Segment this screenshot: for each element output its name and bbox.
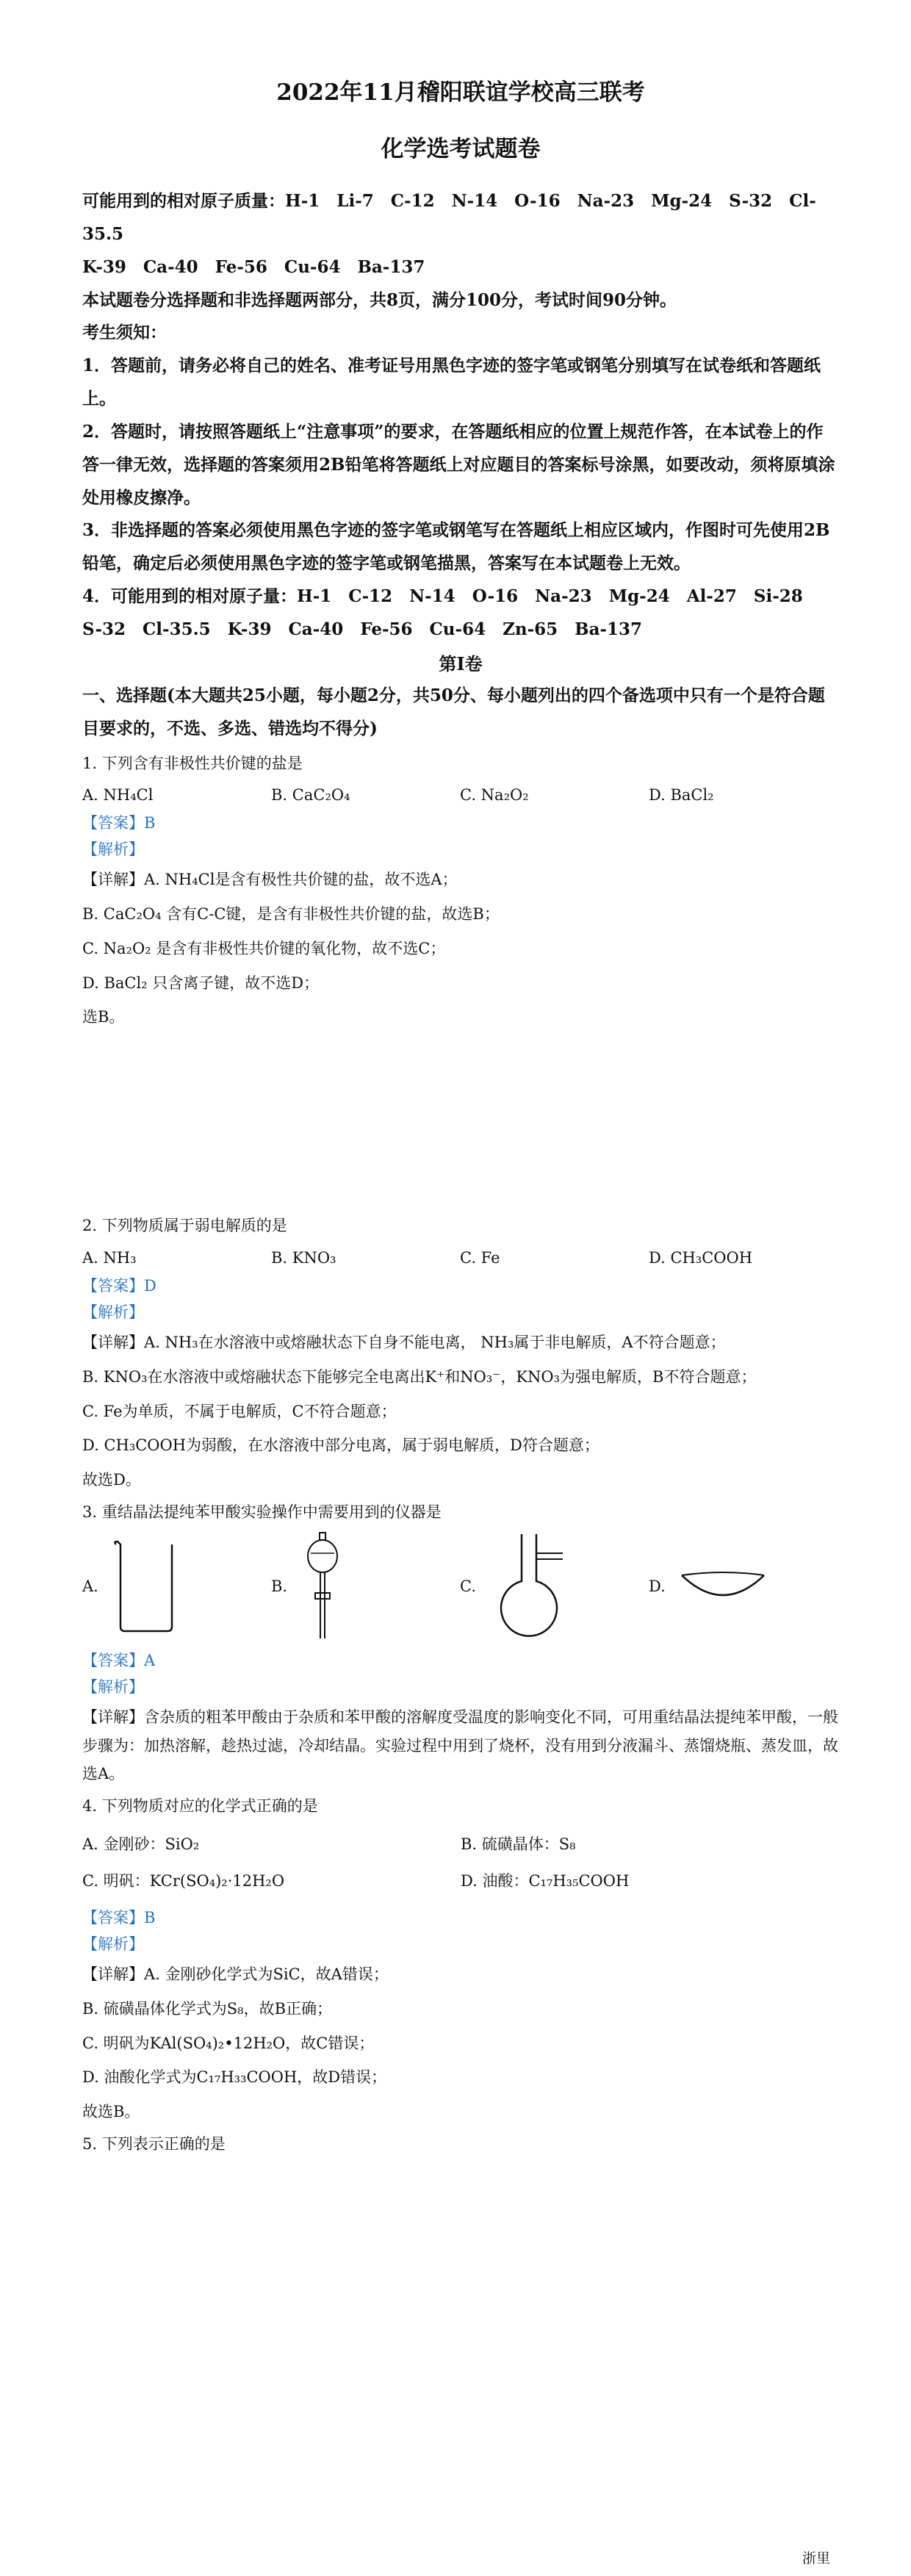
atomic-masses-line1: H-1 Li-7 C-12 N-14 O-16 Na-23 Mg-24 S-32 Cl-35.5 bbox=[82, 191, 816, 244]
q1-detail-b: B. CaC₂O₄ 含有C-C键，是含有非极性共价键的盐，故选B； bbox=[82, 904, 500, 923]
q2-options bbox=[82, 1249, 839, 1267]
q2-option-d: D. CH₃COOH bbox=[649, 1248, 753, 1267]
q3-option-a: A. bbox=[82, 1539, 271, 1634]
atomic-masses-line2: K-39 Ca-40 Fe-56 Cu-64 Ba-137 bbox=[82, 256, 425, 277]
q4-detail-b: B. 硫磺晶体化学式为S₈，故B正确； bbox=[82, 1999, 333, 2018]
q4-stem: 4. 下列物质对应的化学式正确的是 bbox=[82, 1797, 318, 1816]
q1-option-c: C. Na₂O₂ bbox=[460, 786, 529, 805]
notice-2: 2．答题时，请按照答题纸上“注意事项”的要求，在答题纸相应的位置上规范作答，在本试卷上的作答一律无效，选择题的答案须用2B铅笔将答题纸上对应题目的答案标号涂黑，如要改动，须将原填涂处用橡皮擦净。 bbox=[82, 421, 835, 508]
q4-analysis-label: 【解析】 bbox=[82, 1935, 144, 1953]
q1-option-d: D. BaCl₂ bbox=[649, 786, 714, 805]
q1-analysis-label: 【解析】 bbox=[82, 841, 144, 859]
q4-detail-c: C. 明矾为KAl(SO₄)₂•12H₂O，故C错误； bbox=[82, 2034, 375, 2052]
q3-options bbox=[82, 1531, 839, 1641]
q3-option-c: C. bbox=[460, 1531, 649, 1641]
q3-detail: 【详解】含杂质的粗苯甲酸由于杂质和苯甲酸的溶解度受温度的影响变化不同，可用重结晶法提纯苯甲酸，一般步骤为：加热溶解，趁热过滤，冷却结晶。实验过程中用到了烧杯，没有用到分液漏斗、蒸馏烧瓶、蒸发皿，故选A。 bbox=[82, 1708, 838, 1783]
q2-option-a: A. NH₃ bbox=[82, 1248, 137, 1267]
q3-option-d: D. bbox=[649, 1568, 838, 1605]
part1-heading: 一、选择题(本大题共25小题，每小题2分，共50分、每小题列出的四个备选项中只有一个是符合题目要求的，不选、多选、错选均不得分) bbox=[82, 685, 825, 738]
q1-option-b: B. CaC₂O₄ bbox=[271, 786, 350, 805]
q1-detail-d: D. BaCl₂ 只含离子键，故不选D； bbox=[82, 974, 320, 992]
volume-heading: 第Ⅰ卷 bbox=[439, 652, 483, 674]
q2-detail-a: 【详解】A. NH₃在水溶液中或熔融状态下自身不能电离， NH₃属于非电解质，A不符合题意； bbox=[82, 1333, 726, 1351]
q4-detail-a: 【详解】A. 金刚砂化学式为SiC，故A错误； bbox=[82, 1965, 389, 1983]
q1-detail-c: C. Na₂O₂ 是含有非极性共价键的氧化物，故不选C； bbox=[82, 939, 446, 957]
notice-4: 4．可能用到的相对原子量：H-1 C-12 N-14 O-16 Na-23 Mg-24 Al-27 Si-28 S-32 Cl-35.5 K-39 Ca-40 Fe-56 Cu-64 Zn-65 Ba-137 bbox=[82, 586, 820, 639]
q2-detail-c: C. Fe为单质，不属于电解质，C不符合题意； bbox=[82, 1402, 397, 1420]
separatory-funnel-icon bbox=[300, 1531, 345, 1641]
q2-detail-d: D. CH₃COOH为弱酸，在水溶液中部分电离，属于弱电解质，D符合题意； bbox=[82, 1436, 599, 1455]
q4-conclusion: 故选B。 bbox=[82, 2103, 140, 2121]
q4-detail-d: D. 油酸化学式为C₁₇H₃₃COOH，故D错误； bbox=[82, 2068, 387, 2087]
notice-title: 考生须知： bbox=[82, 323, 167, 343]
footer-mark: 浙里 bbox=[802, 2550, 830, 2566]
notice-3: 3．非选择题的答案必须使用黑色字迹的签字笔或钢笔写在答题纸上相应区域内，作图时可先使用2B铅笔，确定后必须使用黑色字迹的签字笔或钢笔描黑，答案写在本试题卷上无效。 bbox=[82, 520, 830, 574]
q1-option-a: A. NH₄Cl bbox=[82, 786, 154, 805]
q3-option-b: B. bbox=[271, 1531, 460, 1641]
notice-1: 1．答题前，请务必将自己的姓名、准考证号用黑色字迹的签字笔或钢笔分别填写在试卷纸和答题纸上。 bbox=[82, 356, 821, 409]
q2-answer: 【答案】D bbox=[82, 1276, 156, 1295]
q3-answer: 【答案】A bbox=[82, 1651, 156, 1669]
exam-title: 2022年11月稽阳联谊学校高三联考 bbox=[276, 79, 645, 106]
exam-page bbox=[82, 73, 839, 2157]
q1-stem: 1. 下列含有非极性共价键的盐是 bbox=[82, 754, 303, 772]
paper-structure: 本试题卷分选择题和非选择题两部分，共8页，满分100分，考试时间90分钟。 bbox=[82, 289, 677, 310]
q3-stem: 3. 重结晶法提纯苯甲酸实验操作中需要用到的仪器是 bbox=[82, 1503, 442, 1522]
q2-stem: 2. 下列物质属于弱电解质的是 bbox=[82, 1217, 287, 1235]
beaker-icon bbox=[112, 1539, 178, 1634]
blank-space bbox=[82, 1037, 839, 1214]
q1-answer: 【答案】B bbox=[82, 814, 156, 832]
q5-stem: 5. 下列表示正确的是 bbox=[82, 2135, 226, 2154]
q4-answer: 【答案】B bbox=[82, 1908, 156, 1926]
q2-option-b: B. KNO₃ bbox=[271, 1248, 336, 1267]
q1-conclusion: 选B。 bbox=[82, 1008, 125, 1026]
q4-option-d: D. 油酸：C₁₇H₃₅COOH bbox=[461, 1871, 630, 1890]
q2-option-c: C. Fe bbox=[460, 1248, 500, 1267]
distilling-flask-icon bbox=[489, 1531, 570, 1641]
evaporating-dish-icon bbox=[679, 1568, 767, 1605]
q4-options bbox=[82, 1825, 839, 1899]
q2-analysis-label: 【解析】 bbox=[82, 1303, 144, 1321]
q1-detail-a: 【详解】A. NH₄Cl是含有极性共价键的盐，故不选A； bbox=[82, 871, 458, 889]
q4-option-a: A. 金刚砂：SiO₂ bbox=[82, 1835, 200, 1853]
q1-options bbox=[82, 786, 839, 804]
atomic-masses-label: 可能用到的相对原子质量：H-1 Li-7 C-12 N-14 O-16 Na-23 Mg-24 S-32 Cl-35.5 bbox=[82, 191, 816, 244]
q3-analysis-label: 【解析】 bbox=[82, 1677, 144, 1696]
q4-option-c: C. 明矾：KCr(SO₄)₂·12H₂O bbox=[82, 1871, 285, 1890]
q4-option-b: B. 硫磺晶体：S₈ bbox=[461, 1835, 576, 1853]
exam-subtitle: 化学选考试题卷 bbox=[381, 136, 541, 162]
q2-detail-b: B. KNO₃在水溶液中或熔融状态下能够完全电离出K⁺和NO₃⁻，KNO₃为强电解质，B不符合题意； bbox=[82, 1367, 757, 1386]
q2-conclusion: 故选D。 bbox=[82, 1471, 141, 1489]
